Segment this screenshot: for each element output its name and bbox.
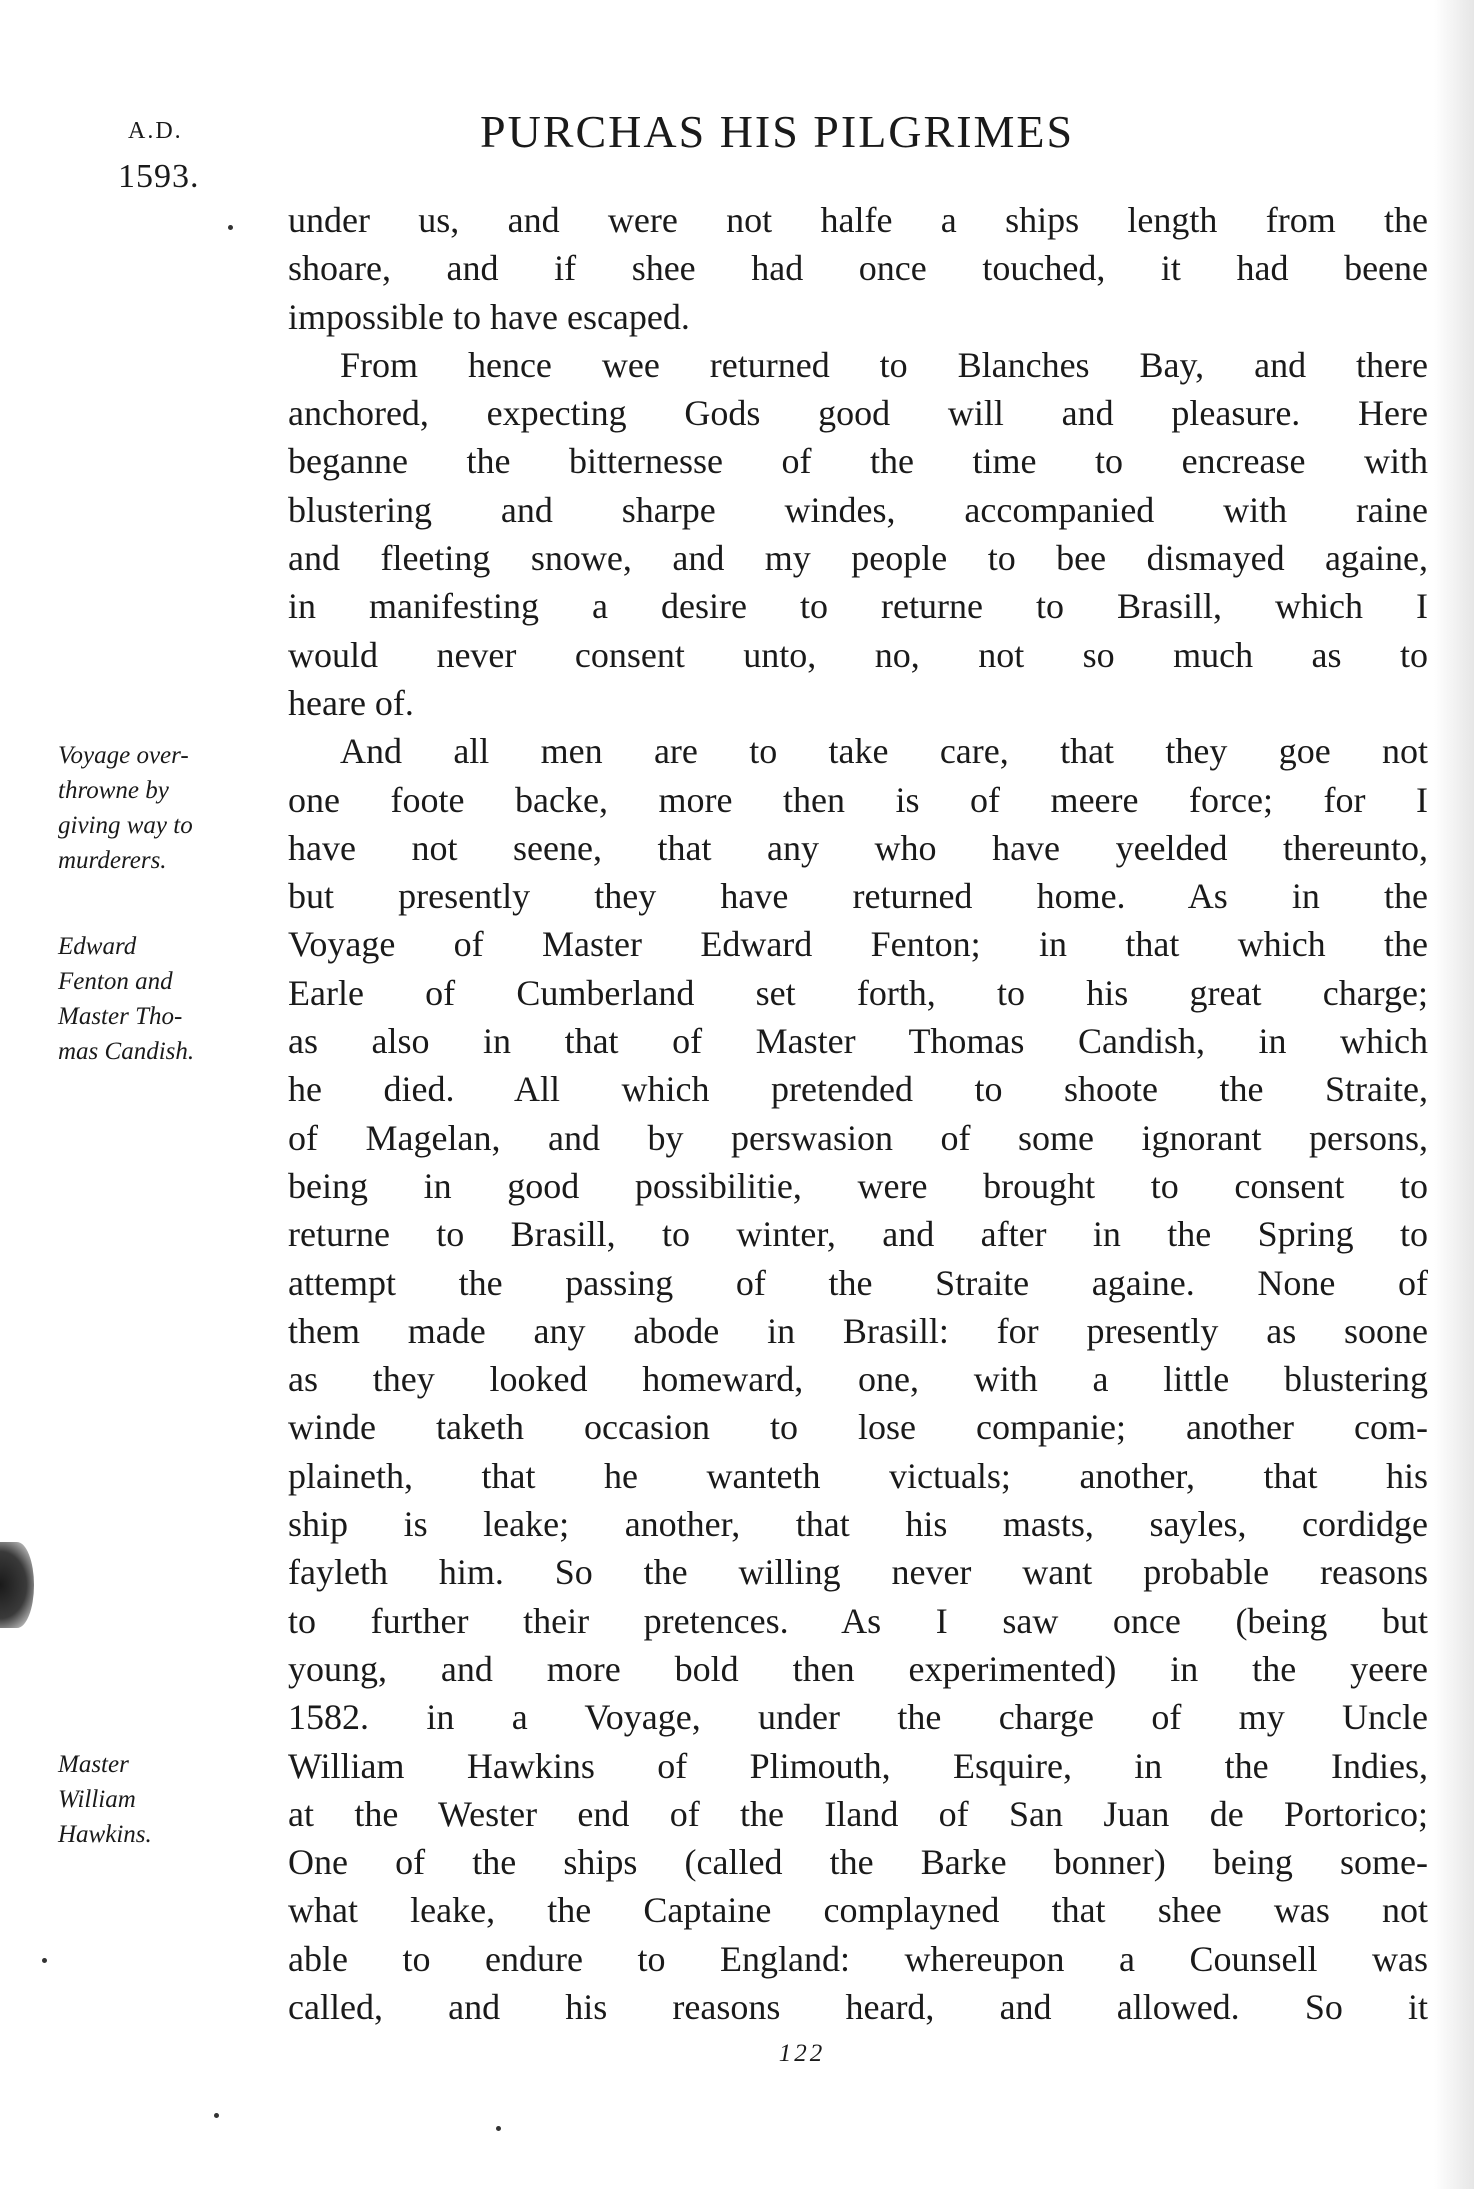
text-line: plaineth, that he wanteth victuals; another, that his <box>288 1455 1428 1496</box>
text-line: of Magelan, and by perswasion of some ignorant persons, <box>288 1117 1428 1158</box>
text-line: young, and more bold then experimented) in the yeere <box>288 1648 1428 1689</box>
page-edge-shadow <box>1434 0 1474 2189</box>
text-line: and fleeting snowe, and my people to bee dismayed againe, <box>288 538 1428 579</box>
margin-note-line: Voyage over- <box>58 742 189 769</box>
text-line: One of the ships (called the Barke bonner) being some- <box>288 1842 1428 1883</box>
text-line: From hence wee returned to Blanches Bay, and there <box>340 344 1428 385</box>
text-line: anchored, expecting Gods good will and pleasure. Here <box>288 393 1428 434</box>
text-line: William Hawkins of Plimouth, Esquire, in the Indies, <box>288 1745 1428 1786</box>
text-line: 1582. in a Voyage, under the charge of my Uncle <box>288 1697 1428 1738</box>
year-label: A.D. <box>128 118 183 144</box>
margin-note-fenton <box>58 929 258 1069</box>
text-line: would never consent unto, no, not so much as to <box>288 634 1428 675</box>
margin-note-line: throwne by <box>58 777 169 804</box>
ink-speck <box>42 1958 47 1963</box>
text-line: able to endure to England: whereupon a Counsell was <box>288 1938 1428 1979</box>
ink-speck <box>214 2113 219 2118</box>
text-line: attempt the passing of the Straite againe. None of <box>288 1262 1428 1303</box>
ink-speck <box>228 225 233 230</box>
text-line: returne to Brasill, to winter, and after in the Spring to <box>288 1214 1428 1255</box>
margin-note-line: giving way to <box>58 812 193 839</box>
text-line: winde taketh occasion to lose companie; another com- <box>288 1407 1428 1448</box>
text-line: in manifesting a desire to returne to Brasill, which I <box>288 586 1428 627</box>
margin-note-line: Hawkins. <box>58 1821 152 1848</box>
margin-note-line: murderers. <box>58 847 167 874</box>
body-text <box>288 196 1428 2031</box>
text-line: heare of. <box>288 682 414 723</box>
margin-note-voyage <box>58 738 258 878</box>
text-line: And all men are to take care, that they goe not <box>340 731 1428 772</box>
text-line: fayleth him. So the willing never want probable reasons <box>288 1552 1428 1593</box>
text-line: them made any abode in Brasill: for presently as soone <box>288 1310 1428 1351</box>
year-value: 1593. <box>118 158 200 195</box>
ink-speck <box>496 2126 501 2131</box>
text-line: to further their pretences. As I saw once (being but <box>288 1600 1428 1641</box>
text-line: have not seene, that any who have yeelded thereunto, <box>288 827 1428 868</box>
text-line: one foote backe, more then is of meere force; for I <box>288 779 1428 820</box>
ink-smudge-mark <box>0 1542 34 1628</box>
margin-note-line: Edward <box>58 933 137 960</box>
text-line: Voyage of Master Edward Fenton; in that which the <box>288 924 1428 965</box>
text-line: but presently they have returned home. As in the <box>288 876 1428 917</box>
margin-note-line: mas Candish. <box>58 1038 195 1065</box>
text-line: what leake, the Captaine complayned that shee was not <box>288 1890 1428 1931</box>
text-line: he died. All which pretended to shoote the Straite, <box>288 1069 1428 1110</box>
text-line: beganne the bitternesse of the time to encrease with <box>288 441 1428 482</box>
margin-note-line: Master <box>58 1751 129 1778</box>
text-line: being in good possibilitie, were brought to consent to <box>288 1165 1428 1206</box>
text-line: impossible to have escaped. <box>288 296 690 337</box>
text-line: ship is leake; another, that his masts, sayles, cordidge <box>288 1504 1428 1545</box>
text-line: as they looked homeward, one, with a little blustering <box>288 1359 1428 1400</box>
text-line: as also in that of Master Thomas Candish, in which <box>288 1021 1428 1062</box>
margin-note-line: Master Tho- <box>58 1003 183 1030</box>
margin-note-line: Fenton and <box>58 968 173 995</box>
margin-note-hawkins <box>58 1747 258 1852</box>
text-line: under us, and were not halfe a ships length from the <box>288 200 1428 240</box>
text-line: blustering and sharpe windes, accompanied with raine <box>288 489 1428 530</box>
text-line: shoare, and if shee had once touched, it had beene <box>288 248 1428 289</box>
text-line: Earle of Cumberland set forth, to his great charge; <box>288 972 1428 1013</box>
text-line: at the Wester end of the Iland of San Juan de Portorico; <box>288 1793 1428 1834</box>
running-head-title: PURCHAS HIS PILGRIMES <box>480 106 1075 157</box>
page-number: 122 <box>778 2040 826 2067</box>
margin-note-line: William <box>58 1786 136 1813</box>
text-line: called, and his reasons heard, and allowed. So it <box>288 1986 1428 2027</box>
